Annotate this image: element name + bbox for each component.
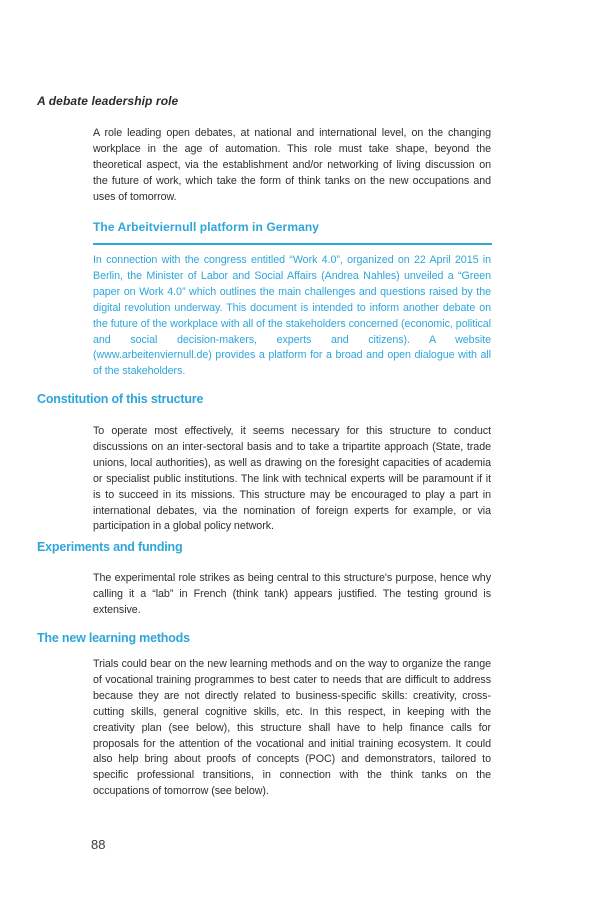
section-paragraph-learning-methods: Trials could bear on the new learning methods and on the way to organize the range of vocational training programmes to best cater to needs that are difficult to address because they are not directly related to business-specific skills: creativity, cross-cutting skills, general cognitive skills, etc. In this respect, in keeping with the creativity plan (see below), this structure shall have to help finance calls for proposals for the attention of the vocational and initial training ecosystem. It could also help bring about proofs of concepts (POC) and demonstrators, tailored to specific professional transitions, in connection with the think tanks on the occupations of tomorrow (see below).	[93, 658, 491, 798]
intro-paragraph: A role leading open debates, at national and international level, on the changing workplace in the age of automation. This role must take shape, beyond the theoretical aspect, via the establishment and/or networking of living discussion on the future of work, which take the form of think tanks on the new occupations and uses of tomorrow.	[93, 127, 491, 203]
section-paragraph-constitution: To operate most effectively, it seems necessary for this structure to conduct discussions on an inter-sectoral basis and to take a tripartite approach (State, trade unions, local authorities), as well as drawing on the foresight capacities of academia or specialist public institutions. The link with technical experts will be paramount if it is to succeed in its missions. This structure may be encouraged to play a part in international debates, via the nomination of foreign experts for example, or via participation in a global policy network.	[93, 425, 491, 533]
callout-title: The Arbeitviernull platform in Germany	[93, 220, 320, 234]
section-paragraph-experiments: The experimental role strikes as being central to this structure's purpose, hence why calling it a “lab” in French (think tank) appears justified. The testing ground is extensive.	[93, 572, 491, 616]
section-heading-constitution: Constitution of this structure	[37, 392, 204, 406]
callout-paragraph: In connection with the congress entitled “Work 4.0”, organized on 22 April 2015 in Berlin, the Minister of Labor and Social Affairs (Andrea Nahles) unveiled a “Green paper on Work 4.0” which outlines the main challenges and questions raised by the digital revolution underway. This document is intended to inform another debate on the future of the workplace with all of the stakeholders concerned (economic, political and social decision-makers, experts and citizens). A website (www.arbeitenviernull.de) provides a platform for a broad and open dialogue with all of the stakeholders.	[93, 254, 491, 378]
section-heading-learning-methods: The new learning methods	[37, 631, 190, 645]
callout-divider	[93, 243, 492, 245]
intro-heading: A debate leadership role	[37, 94, 179, 108]
page-number: 88	[91, 837, 106, 852]
section-heading-experiments: Experiments and funding	[37, 540, 183, 554]
